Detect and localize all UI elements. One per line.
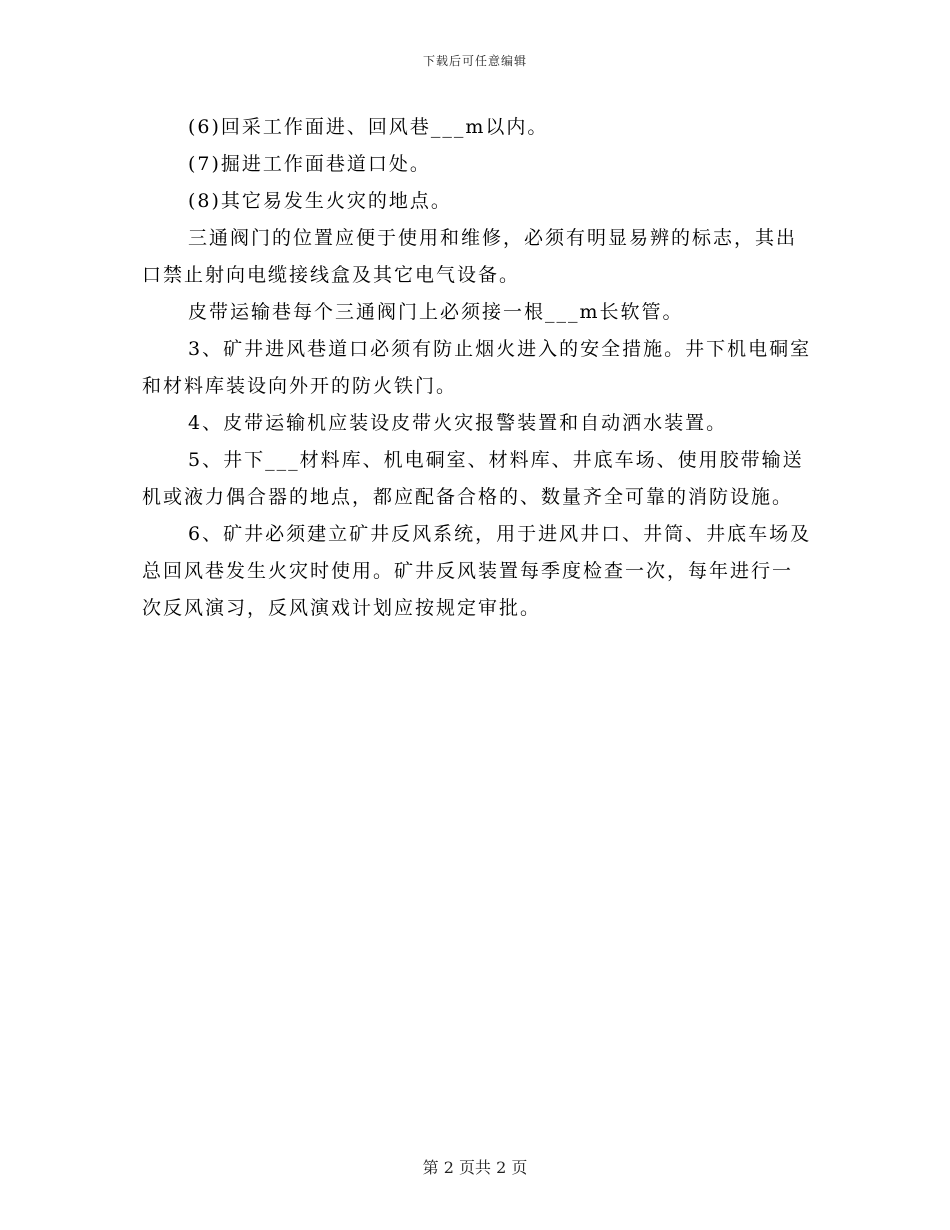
document-body [142,109,812,627]
paragraph: 3、矿井进风巷道口必须有防止烟火进入的安全措施。井下机电硐室和材料库装设向外开的防火铁门。 [142,338,812,397]
paragraph: (6)回采工作面进、回风巷___m以内。 [188,116,549,138]
page-header: 下载后可任意编辑 [422,54,527,68]
paragraph: (8)其它易发生火灾的地点。 [188,190,452,212]
paragraph: (7)掘进工作面巷道口处。 [188,153,431,175]
paragraph: 三通阀门的位置应便于使用和维修，必须有明显易辨的标志，其出口禁止射向电缆接线盒及其它电气设备。 [142,227,798,286]
paragraph: 皮带运输巷每个三通阀门上必须接一根___m长软管。 [188,301,684,323]
paragraph: 5、井下___材料库、机电硐室、材料库、井底车场、使用胶带输送机或液力偶合器的地点，都应配备合格的、数量齐全可靠的消防设施。 [142,449,804,508]
paragraph: 6、矿井必须建立矿井反风系统，用于进风井口、井筒、井底车场及总回风巷发生火灾时使用。矿井反风装置每季度检查一次，每年进行一次反风演习，反风演戏计划应按规定审批。 [142,523,812,619]
page-footer: 第 2 页共 2 页 [422,1158,528,1177]
paragraph: 4、皮带运输机应装设皮带火灾报警装置和自动洒水装置。 [188,412,728,434]
